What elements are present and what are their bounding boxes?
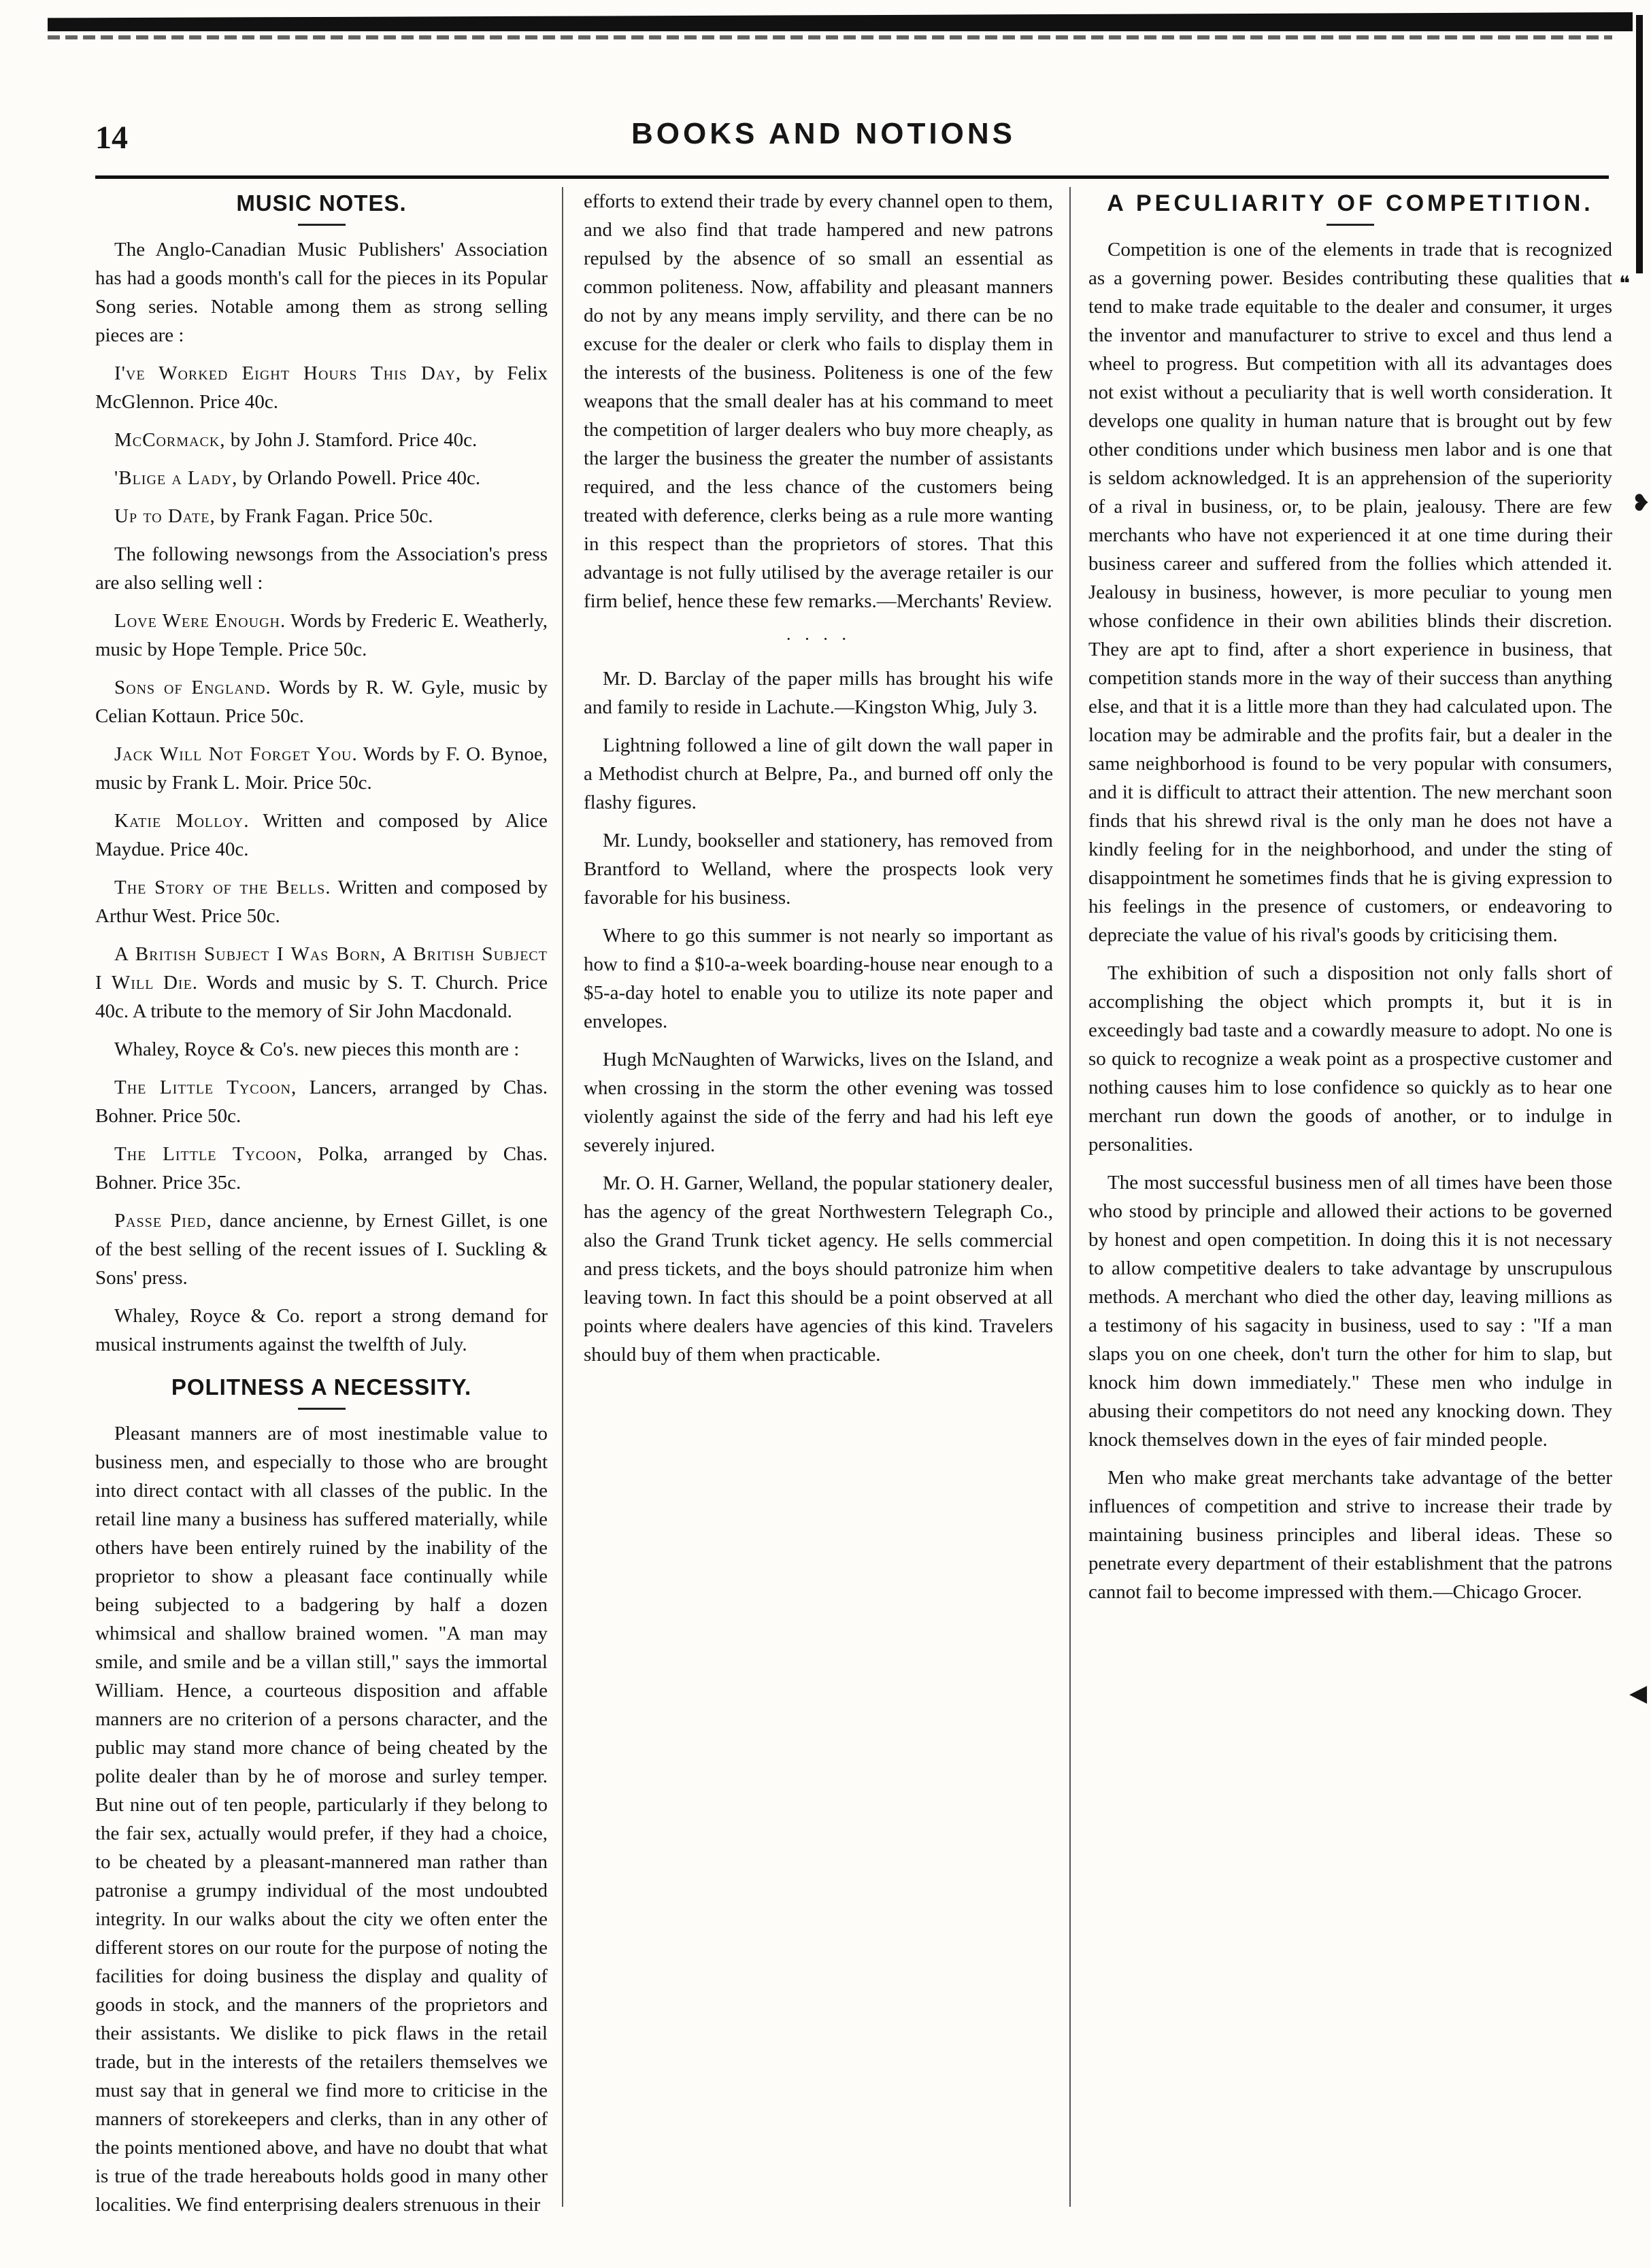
song-title: Love Were Enough. [114,610,286,632]
song-detail: Words by R. W. Gyle, music by Celian Kottaun. Price 50c. [95,677,548,727]
song-title: Katie Molloy. [114,810,250,832]
running-title: BOOKS AND NOTIONS [631,117,1016,150]
song-title: Passe Pied, [114,1210,212,1232]
competition-paragraph: The exhibition of such a disposition not only falls short of accomplishing the object which prompts it, but it is in exceedingly bad taste and a cowardly measure to adopt. No one is so quick to recognize a weak point as a prospective customer and nothing causes him to lose confidence so quickly as to hear one merchant run down the goods of another, or to indulge in personalities. [1088,962,1612,1155]
song-item [95,807,548,864]
song-item [95,1206,548,1292]
song-item [95,740,548,797]
song-detail: Written and composed by Alice Maydue. Price 40c. [95,810,548,860]
song-title: Up to Date, [114,505,216,527]
whaley-note: Whaley, Royce & Co's. new pieces this month are : [114,1038,520,1060]
page-number: 14 [95,120,128,156]
competition-paragraph: The most successful business men of all times have been those who stood by principle and allowed their actions to be governed by honest and open competition. In doing this it is not necessary to allow competitive dealers to take advantage by unscrupulous methods. A merchant who died the other day, leaving millions as a testimony of his sagacity in business, used to say : "If a man slaps you on one cheek, don't turn the other for him to slap, but knock him down immediately." These men who indulge in abusing their competitors do not need any knocking down. They knock themselves down in the eyes of fair minded people. [1088,1172,1612,1451]
song-item [95,502,548,530]
song-detail: by Frank Fagan. Price 50c. [215,505,433,527]
margin-mark: ❝ [1619,273,1631,295]
association-note: The following newsongs from the Association's press are also selling well : [95,543,548,594]
song-title: McCormack, [114,429,226,451]
music-notes-title: MUSIC NOTES. [236,190,407,216]
song-title: Jack Will Not Forget You. [114,743,358,765]
song-detail: dance ancienne, by Ernest Gillet, is one of the best selling of the recent issues of I. Suckling & Sons' press. [95,1210,548,1289]
song-item [95,940,548,1026]
column-left [95,187,548,2227]
music-intro: The Anglo-Canadian Music Publishers' Association has had a goods month's call for the pieces in its Popular Song series. Notable among them as strong selling pieces are : [95,239,548,346]
section-separator: · · · · [785,629,852,649]
song-detail: by John J. Stamford. Price 40c. [225,429,478,451]
song-detail: by Orlando Powell. Price 40c. [237,467,481,489]
song-title: The Little Tycoon, [114,1143,303,1165]
news-item: Mr. Lundy, bookseller and stationery, has removed from Brantford to Welland, where the prospects look very favorable for his business. [584,830,1053,909]
title-dash [1327,224,1374,226]
song-detail: Written and composed by Arthur West. Price 50c. [95,877,548,927]
column-divider [1069,187,1071,2207]
song-detail: Words and music by S. T. Church. Price 40c. A tribute to the memory of Sir John Macdonald. [95,972,548,1022]
song-item [95,464,548,492]
margin-arrow-icon: ◀ [1629,1681,1648,1706]
song-item [95,673,548,730]
column-middle [584,187,1053,2227]
column-divider [562,187,563,2207]
competition-title: A PECULIARITY OF COMPETITION. [1107,190,1594,216]
competition-paragraph: Competition is one of the elements in trade that is recognized as a governing power. Besides contributing these qualities that tend to make trade equitable to the dealer and consumer, it urges the inventor and manufacturer to strive to excel and thus lend a wheel to progress. But competition with all its advantages does not exist without a peculiarity that is well worth consideration. It develops one quality in human nature that is brought out by few other conditions under which business men labor and is one that is seldom acknowledged. It is an apprehension of the superiority of a rival in business, or, to be plain, jealousy. There are few merchants who have not experienced it at one time during their business career and suffered from the follies which attended it. Jealousy in business, however, is more peculiar to young men whose confidence in their own abilities blinds their discretion. They are apt to find, after a short experience in business, that competition stands more in the way of their success than anything else, and that it is a little more than they had calculated upon. The location may be admirable and the profits fair, but a dealer in the same neighborhood is found to be very popular with consumers, and it is difficult to attract their attention. The new merchant soon finds that his shrewd rival is the only man he does not have a kindly feeling for in the neighborhood, and under the sting of disappointment he sometimes finds that he is giving expression to his feelings in the presence of customers, or endeavoring to depreciate the value of his rival's goods by criticising them. [1088,239,1612,946]
politeness-body: Pleasant manners are of most inestimable value to business men, and especially to those who are brought into direct contact with all classes of the public. In the retail line many a business has suffered materially, while others have been entirely ruined by the inability of the proprietor to show a pleasant face continually while being subjected to a badgering by half a dozen whimsical and shallow brained women. "A man may smile, and smile and be a villan still," says the immortal William. Hence, a courteous disposition and affable manners are no criterion of a persons character, and the public may stand more chance of being cheated by the polite dealer than by he of morose and surley temper. But nine out of ten people, particularly if they belong to the fair sex, actually would prefer, if they had a choice, to be cheated by a pleasant-mannered man rather than patronise a grumpy individual of the most undoubted integrity. In our walks about the city we often enter the different stores on our route for the purpose of noting the facilities for doing business the display and quality of goods in stock, and the manners of the proprietors and their assistants. We dislike to pick flaws in the retail trade, but in the interests of the retailers themselves we must say that in general we find more to criticise in the manners of storekeepers and clerks, than in any other of the points mentioned above, and have no doubt that what is true of the trade hereabouts holds good in many other localities. We find enterprising dealers strenuous in their [95,1423,548,2216]
song-title: The Story of the Bells. [114,877,331,898]
song-title: A British Subject I Was Born, A British Subject I Will Die. [95,943,548,994]
news-item: Hugh McNaughten of Warwicks, lives on the Island, and when crossing in the storm the other evening was tossed violently against the side of the ferry and had his left eye severely injured. [584,1049,1053,1156]
song-detail: Words by Frederic E. Weatherly, music by Hope Temple. Price 50c. [95,610,548,660]
title-dash [298,1408,346,1410]
song-item [95,1073,548,1130]
song-title: The Little Tycoon, [114,1077,297,1098]
song-title: 'Blige a Lady, [114,467,238,489]
news-item: Lightning followed a line of gilt down the wall paper in a Methodist church at Belpre, Pa., and burned off only the flashy figures. [584,734,1053,813]
news-item: Mr. O. H. Garner, Welland, the popular stationery dealer, has the agency of the great Northwestern Telegraph Co., also the Grand Trunk ticket agency. He sells commercial and press tickets, and the boys should patronize him when leaving town. In fact this should be a point observed at all points where dealers have agencies of this kind. Travelers should buy of them when practicable. [584,1172,1053,1366]
politeness-title: POLITNESS A NECESSITY. [171,1374,472,1400]
top-border-rule [48,35,1612,39]
whaley-report: Whaley, Royce & Co. report a strong demand for musical instruments against the twelfth of July. [95,1305,548,1355]
news-item: Where to go this summer is not nearly so important as how to find a $10-a-week boarding-house near enough to a $5-a-day hotel to enable you to utilize its note paper and envelopes. [584,925,1053,1032]
margin-mark: ❥ [1631,491,1651,516]
politeness-continued [584,187,1053,615]
song-item [95,873,548,930]
song-item [95,1140,548,1197]
song-detail: by Felix McGlennon. Price 40c. [95,362,548,413]
song-item [95,359,548,416]
song-list [95,359,548,530]
song-title: Sons of England. [114,677,271,698]
title-dash [298,224,346,226]
song-item [95,426,548,454]
song-list [95,607,548,1026]
song-detail: Polka, arranged by Chas. Bohner. Price 35c. [95,1143,548,1194]
news-item: Mr. D. Barclay of the paper mills has brought his wife and family to reside in Lachute.—Kingston Whig, July 3. [584,668,1053,718]
song-list [95,1073,548,1292]
politeness-body-continued: efforts to extend their trade by every channel open to them, and we also find that trade hampered and new patrons repulsed by the absence of so small an essential as common politeness. Now, affability and pleasant manners do not by any means imply servility, and there can be no excuse for the dealer or clerk who fails to display them in the interests of the business. Politeness is one of the few weapons that the small dealer has at his command to meet the competition of larger dealers who buy more cheaply, as the larger the business the greater the number of assistants required, and the less chance of the customers being treated with deference, clerks being as a rule more wanting in this respect than the proprietors of stores. That this advantage is not fully utilised by the average retailer is our firm belief, hence these few remarks.—Merchants' Review. [584,190,1053,612]
competition-paragraph: Men who make great merchants take advantage of the better influences of competition and strive to increase their trade by maintaining business principles and liberal ideas. These so penetrate every department of their establishment that the patrons cannot fail to become impressed with them.—Chicago Grocer. [1088,1467,1612,1603]
top-border-bar [48,12,1633,31]
song-detail: Words by F. O. Bynoe, music by Frank L. Moir. Price 50c. [95,743,548,794]
song-title: I've Worked Eight Hours This Day, [114,362,462,384]
column-right [1088,187,1612,2227]
song-detail: Lancers, arranged by Chas. Bohner. Price 50c. [95,1077,548,1127]
song-item [95,607,548,664]
header-rule [95,175,1609,179]
